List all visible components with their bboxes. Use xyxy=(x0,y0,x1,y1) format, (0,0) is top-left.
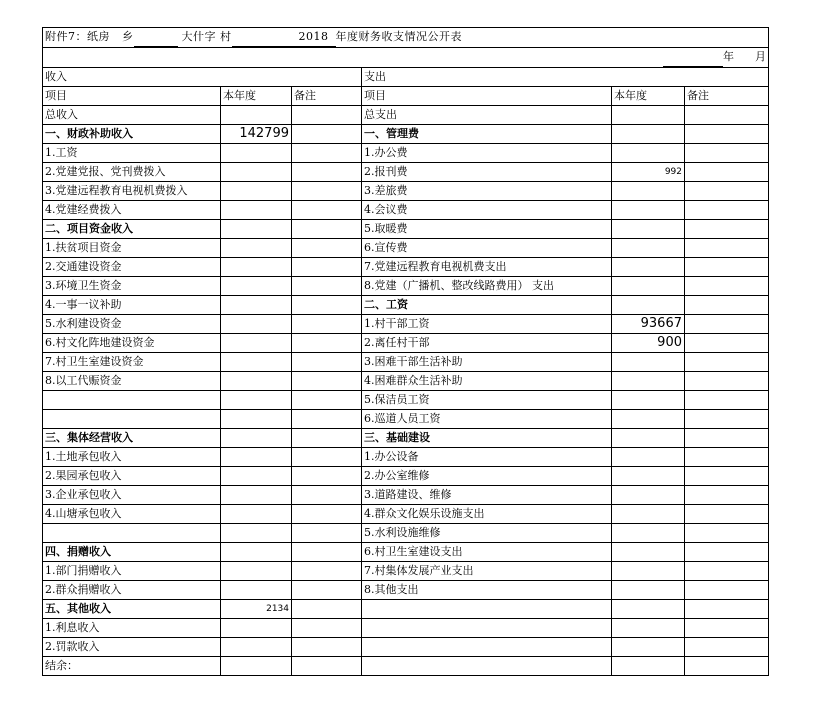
income-item-cell: 1.土地承包收入 xyxy=(43,448,221,467)
income-item-cell: 1.部门捐赠收入 xyxy=(43,562,221,581)
income-remark-cell xyxy=(292,239,362,258)
table-row xyxy=(43,163,769,182)
expense-item-cell: 4.会议费 xyxy=(362,201,612,220)
expense-item-cell: 8.党建（广播机、整改线路费用） 支出 xyxy=(362,277,612,296)
total-row xyxy=(43,106,769,125)
table-row xyxy=(43,144,769,163)
expense-remark-cell xyxy=(685,486,769,505)
income-item-header: 项目 xyxy=(43,87,221,106)
expense-remark-cell xyxy=(685,144,769,163)
expense-item-cell: 5.取暖费 xyxy=(362,220,612,239)
title-blank-2 xyxy=(232,28,292,47)
table-row xyxy=(43,334,769,353)
title-prefix: 附件7：纸房 xyxy=(45,30,110,43)
income-item-cell: 四、捐赠收入 xyxy=(43,543,221,562)
expense-amount-cell xyxy=(612,353,685,372)
expense-amount-cell xyxy=(612,391,685,410)
expense-amount-cell xyxy=(612,467,685,486)
income-remark-cell xyxy=(292,543,362,562)
income-remark-cell xyxy=(292,315,362,334)
income-remark-cell xyxy=(292,220,362,239)
income-header: 收入 xyxy=(43,68,362,87)
income-amount-cell: 2134 xyxy=(221,600,292,619)
title-village-name: 大什字 xyxy=(181,30,216,43)
income-amount-cell xyxy=(221,524,292,543)
income-remark-cell xyxy=(292,657,362,676)
expense-item-cell xyxy=(362,657,612,676)
income-item-cell xyxy=(43,391,221,410)
expense-amount-cell xyxy=(612,201,685,220)
expense-remark-cell xyxy=(685,581,769,600)
income-amount-cell xyxy=(221,619,292,638)
finance-table xyxy=(42,27,769,676)
income-amount-cell xyxy=(221,220,292,239)
table-row xyxy=(43,296,769,315)
income-remark-cell xyxy=(292,581,362,600)
expense-remark-cell xyxy=(685,619,769,638)
expense-item-header: 项目 xyxy=(362,87,612,106)
income-amount-cell xyxy=(221,543,292,562)
expense-amount-cell xyxy=(612,277,685,296)
date-nian: 年 xyxy=(723,50,735,63)
income-amount-cell xyxy=(221,277,292,296)
income-item-cell: 5.水利建设资金 xyxy=(43,315,221,334)
date-cell xyxy=(43,48,769,68)
expense-remark-cell xyxy=(685,163,769,182)
expense-amount-cell: 900 xyxy=(612,334,685,353)
table-row xyxy=(43,125,769,144)
expense-amount-cell xyxy=(612,220,685,239)
table-row xyxy=(43,657,769,676)
income-remark-cell xyxy=(292,448,362,467)
expense-item-cell: 5.保洁员工资 xyxy=(362,391,612,410)
expense-amount-cell: 992 xyxy=(612,163,685,182)
table-row xyxy=(43,239,769,258)
expense-item-cell: 7.村集体发展产业支出 xyxy=(362,562,612,581)
expense-amount-cell xyxy=(612,600,685,619)
expense-amount-cell xyxy=(612,410,685,429)
table-row xyxy=(43,600,769,619)
income-amount-cell xyxy=(221,410,292,429)
income-item-cell: 3.环境卫生资金 xyxy=(43,277,221,296)
table-row xyxy=(43,619,769,638)
expense-remark-cell xyxy=(685,258,769,277)
income-remark-cell xyxy=(292,163,362,182)
income-item-cell: 8.以工代赈资金 xyxy=(43,372,221,391)
expense-amount-cell xyxy=(612,657,685,676)
table-row xyxy=(43,201,769,220)
income-amount-cell xyxy=(221,638,292,657)
income-item-cell: 2.罚款收入 xyxy=(43,638,221,657)
expense-remark-cell xyxy=(685,638,769,657)
income-remark-cell xyxy=(292,505,362,524)
income-amount-cell xyxy=(221,391,292,410)
expense-amount-cell xyxy=(612,182,685,201)
total-income-amount xyxy=(221,106,292,125)
income-remark-cell xyxy=(292,429,362,448)
income-amount-cell xyxy=(221,372,292,391)
title-row xyxy=(43,28,769,48)
income-remark-cell xyxy=(292,144,362,163)
expense-remark-cell xyxy=(685,562,769,581)
expense-amount-cell xyxy=(612,524,685,543)
expense-amount-cell xyxy=(612,239,685,258)
income-item-cell: 6.村文化阵地建设资金 xyxy=(43,334,221,353)
total-expense-remark xyxy=(685,106,769,125)
income-remark-cell xyxy=(292,258,362,277)
income-remark-cell xyxy=(292,638,362,657)
expense-remark-cell xyxy=(685,125,769,144)
income-remark-cell xyxy=(292,562,362,581)
income-amount-cell xyxy=(221,163,292,182)
income-item-cell: 2.群众捐赠收入 xyxy=(43,581,221,600)
income-amount-cell xyxy=(221,429,292,448)
expense-item-cell: 3.困难干部生活补助 xyxy=(362,353,612,372)
income-item-cell: 2.果园承包收入 xyxy=(43,467,221,486)
section-header-row xyxy=(43,68,769,87)
expense-item-cell: 2.离任村干部 xyxy=(362,334,612,353)
column-header-row xyxy=(43,87,769,106)
income-remark-cell xyxy=(292,619,362,638)
expense-remark-cell xyxy=(685,543,769,562)
expense-remark-cell xyxy=(685,277,769,296)
title-year: 2018 xyxy=(292,28,336,47)
income-remark-cell xyxy=(292,600,362,619)
expense-item-cell: 6.巡道人员工资 xyxy=(362,410,612,429)
income-item-cell: 7.村卫生室建设资金 xyxy=(43,353,221,372)
income-amount-cell xyxy=(221,581,292,600)
income-item-cell: 1.工资 xyxy=(43,144,221,163)
table-row xyxy=(43,505,769,524)
income-item-cell: 一、财政补助收入 xyxy=(43,125,221,144)
income-item-cell: 五、其他收入 xyxy=(43,600,221,619)
expense-remark-cell xyxy=(685,391,769,410)
expense-remark-cell xyxy=(685,201,769,220)
expense-amount-cell xyxy=(612,505,685,524)
income-remark-cell xyxy=(292,353,362,372)
income-amount-header: 本年度 xyxy=(221,87,292,106)
expense-amount-cell xyxy=(612,581,685,600)
expense-item-cell xyxy=(362,619,612,638)
expense-remark-cell xyxy=(685,315,769,334)
expense-remark-cell xyxy=(685,467,769,486)
expense-amount-cell: 93667 xyxy=(612,315,685,334)
expense-item-cell xyxy=(362,600,612,619)
table-row xyxy=(43,182,769,201)
expense-remark-cell xyxy=(685,372,769,391)
table-row xyxy=(43,258,769,277)
table-row xyxy=(43,467,769,486)
income-item-cell: 1.利息收入 xyxy=(43,619,221,638)
expense-item-cell: 2.报刊费 xyxy=(362,163,612,182)
expense-item-cell: 1.办公设备 xyxy=(362,448,612,467)
total-income-label: 总收入 xyxy=(43,106,221,125)
expense-item-cell: 7.党建远程教育电视机费支出 xyxy=(362,258,612,277)
expense-remark-cell xyxy=(685,524,769,543)
income-amount-cell xyxy=(221,144,292,163)
expense-item-cell: 4.群众文化娱乐设施支出 xyxy=(362,505,612,524)
income-amount-cell xyxy=(221,315,292,334)
income-remark-cell xyxy=(292,125,362,144)
expense-item-cell: 一、管理费 xyxy=(362,125,612,144)
total-expense-label: 总支出 xyxy=(362,106,612,125)
table-row xyxy=(43,524,769,543)
income-amount-cell xyxy=(221,448,292,467)
income-remark-cell xyxy=(292,296,362,315)
income-remark-cell xyxy=(292,277,362,296)
expense-remark-cell xyxy=(685,353,769,372)
expense-amount-cell xyxy=(612,258,685,277)
expense-item-cell: 6.宣传费 xyxy=(362,239,612,258)
income-remark-header: 备注 xyxy=(292,87,362,106)
expense-item-cell: 3.差旅费 xyxy=(362,182,612,201)
title-blank-1 xyxy=(134,28,178,47)
income-item-cell: 4.党建经费拨入 xyxy=(43,201,221,220)
expense-item-cell: 3.道路建设、维修 xyxy=(362,486,612,505)
table-row xyxy=(43,448,769,467)
income-item-cell xyxy=(43,524,221,543)
date-row xyxy=(43,48,769,68)
expense-remark-cell xyxy=(685,220,769,239)
income-amount-cell xyxy=(221,353,292,372)
table-row xyxy=(43,543,769,562)
income-item-cell: 1.扶贫项目资金 xyxy=(43,239,221,258)
income-remark-cell xyxy=(292,391,362,410)
expense-remark-cell xyxy=(685,239,769,258)
title-suffix: 年度财务收支情况公开表 xyxy=(335,30,462,43)
income-item-cell: 3.党建远程教育电视机费拨入 xyxy=(43,182,221,201)
expense-amount-cell xyxy=(612,638,685,657)
sheet-title xyxy=(43,28,769,48)
table-row xyxy=(43,220,769,239)
total-income-remark xyxy=(292,106,362,125)
income-amount-cell xyxy=(221,562,292,581)
table-row xyxy=(43,486,769,505)
income-amount-cell xyxy=(221,486,292,505)
expense-amount-cell xyxy=(612,619,685,638)
income-item-cell: 2.党建党报、党刊费拨入 xyxy=(43,163,221,182)
income-item-cell: 三、集体经营收入 xyxy=(43,429,221,448)
income-amount-cell xyxy=(221,296,292,315)
expense-remark-cell xyxy=(685,334,769,353)
table-row xyxy=(43,277,769,296)
date-year-blank xyxy=(663,48,723,67)
expense-remark-header: 备注 xyxy=(685,87,769,106)
table-row xyxy=(43,410,769,429)
expense-item-cell: 2.办公室维修 xyxy=(362,467,612,486)
expense-header: 支出 xyxy=(362,68,769,87)
expense-remark-cell xyxy=(685,657,769,676)
income-amount-cell xyxy=(221,657,292,676)
expense-remark-cell xyxy=(685,182,769,201)
income-remark-cell xyxy=(292,334,362,353)
expense-amount-cell xyxy=(612,429,685,448)
expense-amount-cell xyxy=(612,448,685,467)
expense-item-cell: 三、基础建设 xyxy=(362,429,612,448)
date-yue: 月 xyxy=(755,50,767,63)
income-remark-cell xyxy=(292,467,362,486)
expense-item-cell: 6.村卫生室建设支出 xyxy=(362,543,612,562)
expense-item-cell: 二、工资 xyxy=(362,296,612,315)
income-amount-cell xyxy=(221,334,292,353)
income-remark-cell xyxy=(292,201,362,220)
expense-amount-cell xyxy=(612,543,685,562)
income-item-cell: 4.山塘承包收入 xyxy=(43,505,221,524)
income-amount-cell: 142799 xyxy=(221,125,292,144)
income-amount-cell xyxy=(221,467,292,486)
expense-amount-cell xyxy=(612,486,685,505)
table-row xyxy=(43,429,769,448)
table-row xyxy=(43,581,769,600)
income-amount-cell xyxy=(221,505,292,524)
expense-amount-cell xyxy=(612,372,685,391)
income-amount-cell xyxy=(221,258,292,277)
expense-remark-cell xyxy=(685,410,769,429)
expense-item-cell: 1.办公费 xyxy=(362,144,612,163)
income-remark-cell xyxy=(292,182,362,201)
table-row xyxy=(43,372,769,391)
income-remark-cell xyxy=(292,372,362,391)
income-item-cell: 2.交通建设资金 xyxy=(43,258,221,277)
expense-item-cell: 4.困难群众生活补助 xyxy=(362,372,612,391)
expense-remark-cell xyxy=(685,505,769,524)
income-item-cell: 4.一事一议补助 xyxy=(43,296,221,315)
expense-remark-cell xyxy=(685,448,769,467)
expense-remark-cell xyxy=(685,429,769,448)
expense-remark-cell xyxy=(685,296,769,315)
income-item-cell: 3.企业承包收入 xyxy=(43,486,221,505)
income-item-cell: 二、项目资金收入 xyxy=(43,220,221,239)
expense-remark-cell xyxy=(685,600,769,619)
table-row xyxy=(43,391,769,410)
title-xiang: 乡 xyxy=(122,30,134,43)
expense-amount-cell xyxy=(612,296,685,315)
expense-amount-cell xyxy=(612,144,685,163)
total-expense-amount xyxy=(612,106,685,125)
income-amount-cell xyxy=(221,182,292,201)
expense-amount-cell xyxy=(612,562,685,581)
income-remark-cell xyxy=(292,410,362,429)
income-remark-cell xyxy=(292,524,362,543)
expense-item-cell: 8.其他支出 xyxy=(362,581,612,600)
table-row xyxy=(43,638,769,657)
table-row xyxy=(43,562,769,581)
expense-item-cell: 5.水利设施维修 xyxy=(362,524,612,543)
income-amount-cell xyxy=(221,201,292,220)
income-item-cell xyxy=(43,410,221,429)
income-amount-cell xyxy=(221,239,292,258)
table-row xyxy=(43,315,769,334)
title-cun: 村 xyxy=(220,30,232,43)
expense-amount-header: 本年度 xyxy=(612,87,685,106)
expense-item-cell xyxy=(362,638,612,657)
income-item-cell: 结余： xyxy=(43,657,221,676)
expense-amount-cell xyxy=(612,125,685,144)
table-row xyxy=(43,353,769,372)
finance-disclosure-sheet xyxy=(42,27,769,676)
income-remark-cell xyxy=(292,486,362,505)
expense-item-cell: 1.村干部工资 xyxy=(362,315,612,334)
